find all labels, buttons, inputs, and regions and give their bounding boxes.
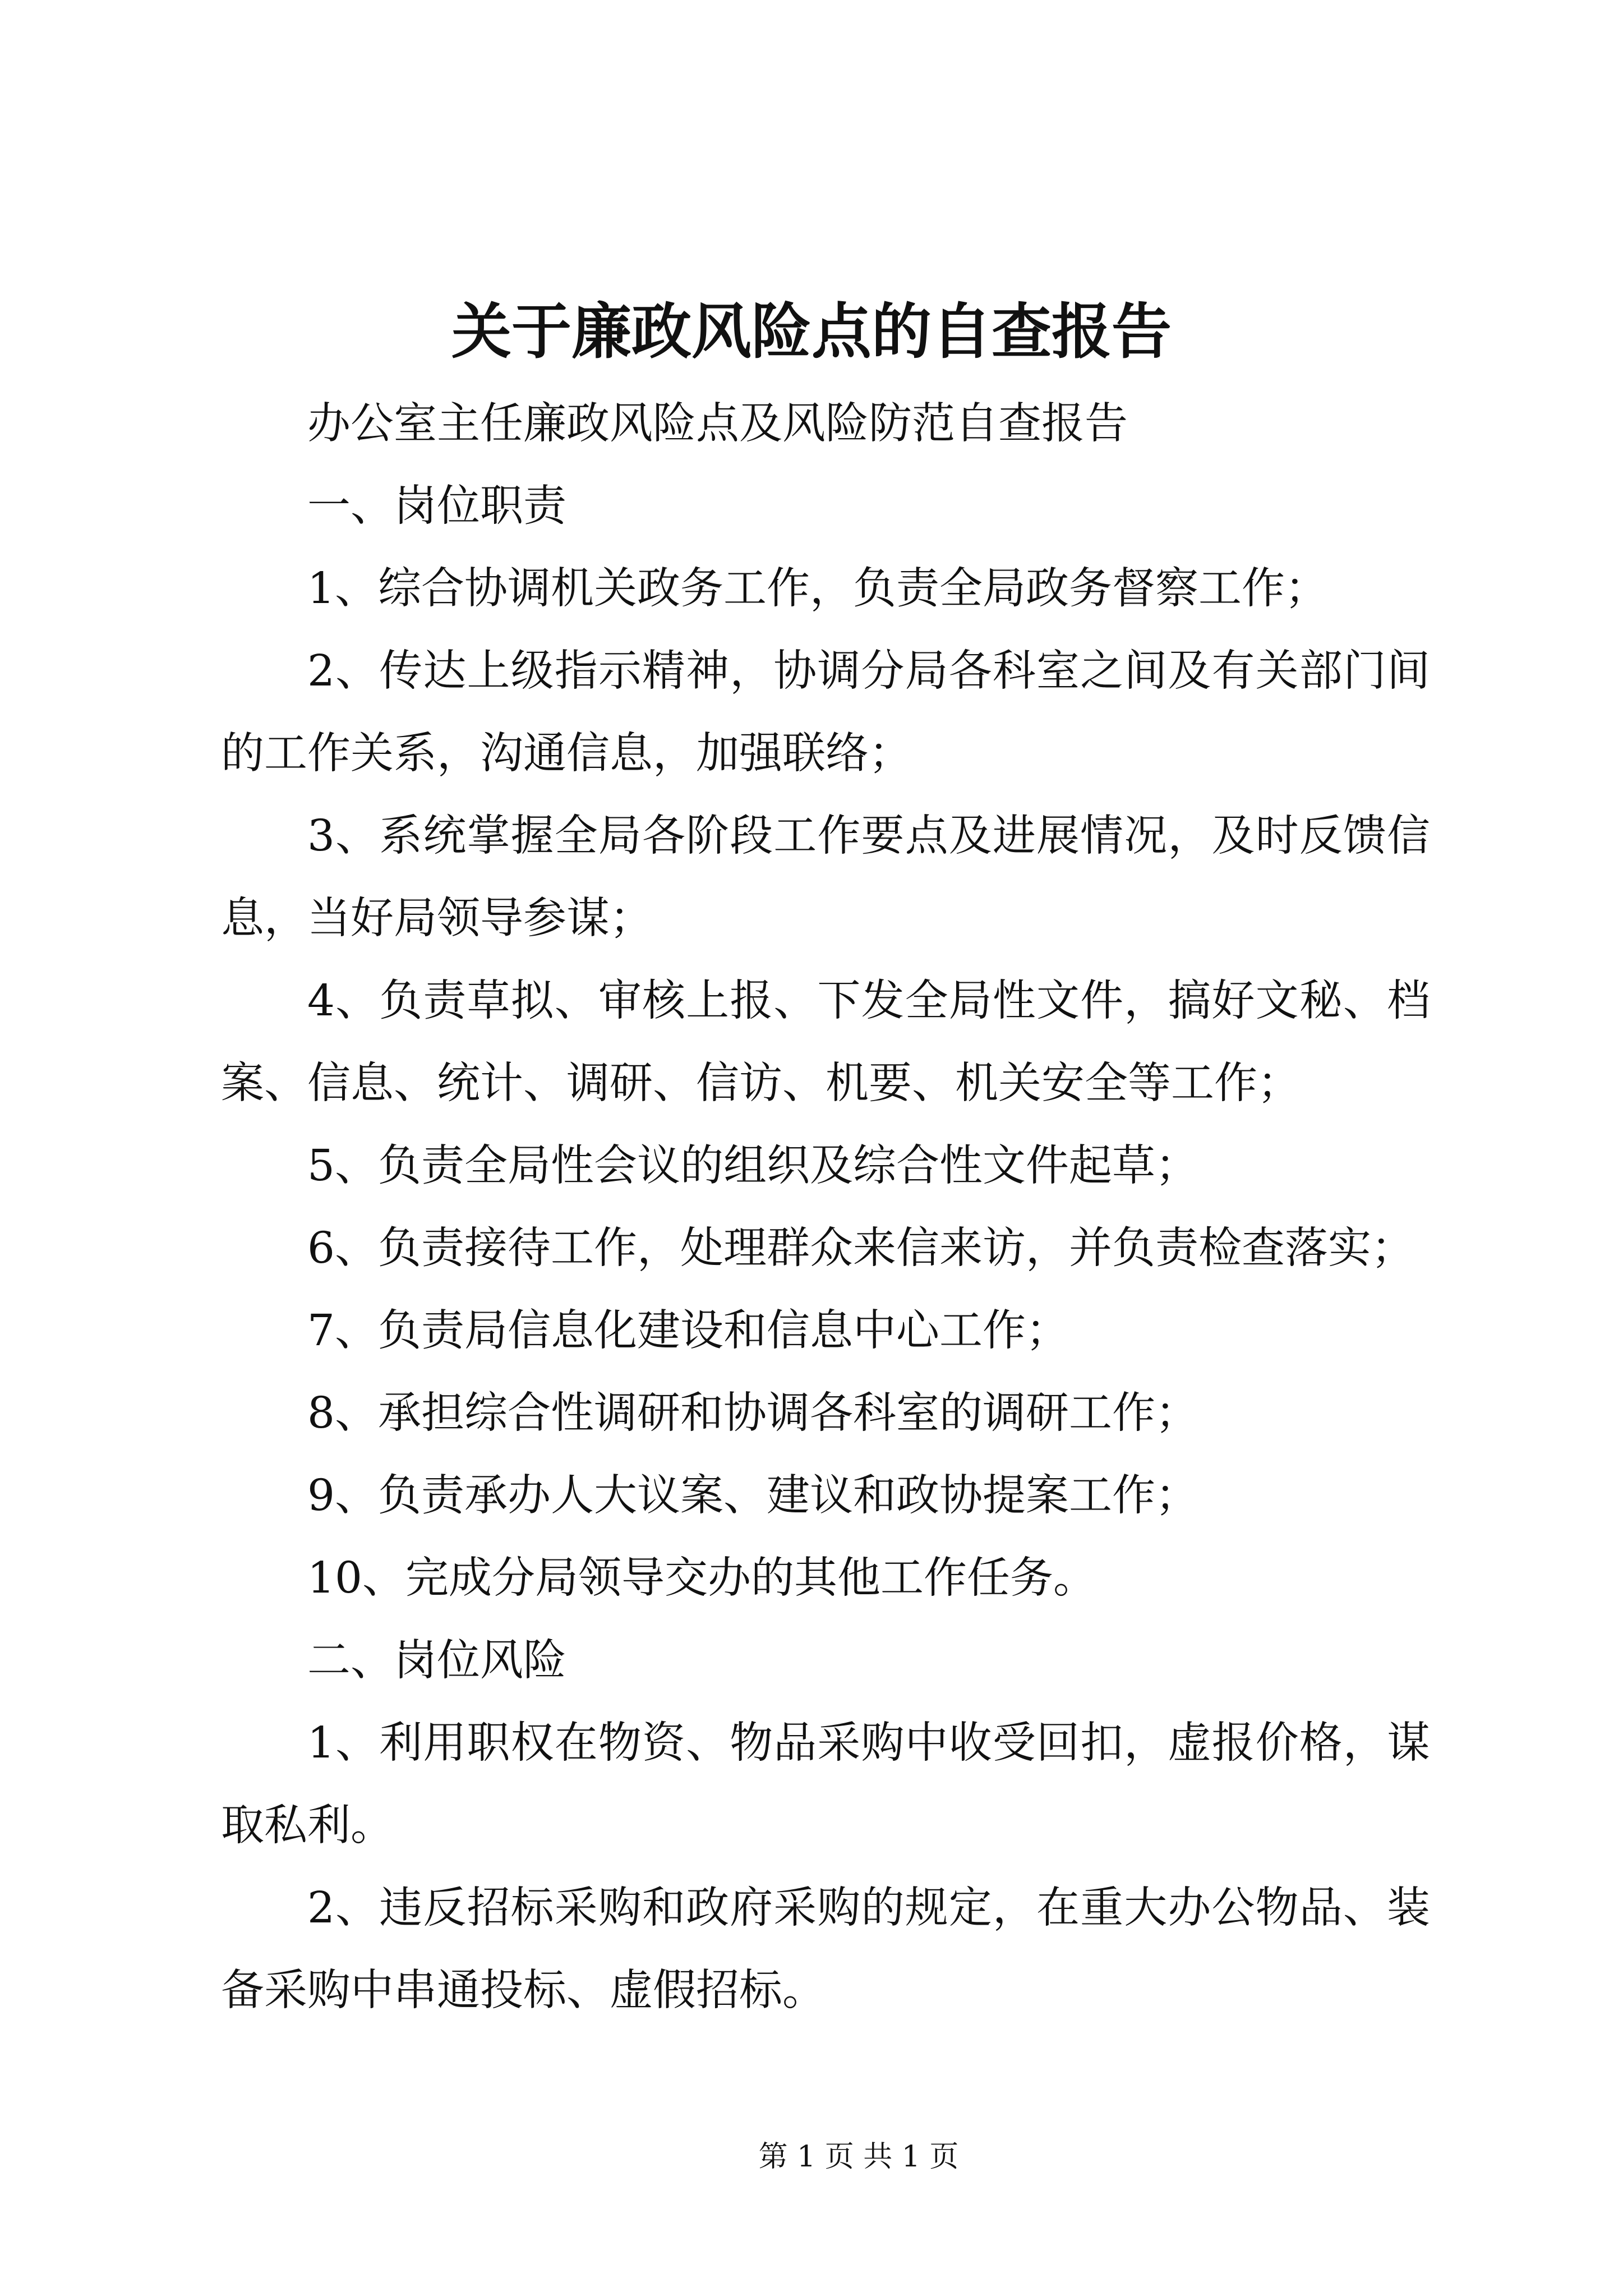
list-item-line: 4、负责草拟、审核上报、下发全局性文件，搞好文秘、档 (307, 976, 1430, 1026)
document-body (221, 383, 1430, 2032)
list-item-line: 息，当好局领导参谋； (221, 894, 653, 944)
list-item (221, 1867, 1430, 2032)
page-footer: 第 1 页 共 1 页 (758, 2140, 959, 2174)
list-item (221, 1290, 1430, 1372)
list-item (221, 1372, 1430, 1455)
list-item-line: 7、负责局信息化建设和信息中心工作； (307, 1306, 1069, 1356)
list-item (221, 1125, 1430, 1207)
list-item (221, 630, 1430, 795)
section-heading: 一、岗位职责 (307, 481, 566, 531)
list-item-line: 备采购中串通投标、虚假招标。 (221, 1966, 826, 2016)
list-item-line: 9、负责承办人大议案、建议和政协提案工作； (307, 1471, 1198, 1521)
list-item-line: 10、完成分局领导交办的其他工作任务。 (307, 1553, 1096, 1603)
document-title: 关于廉政风险点的自查报告 (451, 297, 1172, 367)
list-item-line: 1、利用职权在物资、物品采购中收受回扣，虚报价格，谋 (307, 1718, 1430, 1768)
list-item (221, 795, 1430, 960)
list-item (221, 1455, 1430, 1537)
document-subtitle: 办公室主任廉政风险点及风险防范自查报告 (307, 399, 1128, 449)
list-item-line: 案、信息、统计、调研、信访、机要、机关安全等工作； (221, 1059, 1301, 1108)
list-item-line: 2、传达上级指示精神，协调分局各科室之间及有关部门间 (307, 646, 1430, 696)
list-item-line: 2、违反招标采购和政府采购的规定，在重大办公物品、装 (307, 1883, 1430, 1933)
list-item-line: 的工作关系，沟通信息，加强联络； (221, 729, 912, 779)
section (221, 1619, 1430, 2032)
section (221, 465, 1430, 1619)
list-item-line: 取私利。 (221, 1801, 394, 1851)
list-item (221, 960, 1430, 1125)
list-item (221, 1702, 1430, 1867)
list-item (221, 1537, 1430, 1619)
list-item-line: 1、综合协调机关政务工作，负责全局政务督察工作； (307, 564, 1328, 614)
list-item-line: 6、负责接待工作，处理群众来信来访，并负责检查落实； (307, 1223, 1414, 1273)
list-item-line: 3、系统掌握全局各阶段工作要点及进展情况，及时反馈信 (307, 811, 1430, 861)
section-heading: 二、岗位风险 (307, 1636, 566, 1686)
list-item (221, 1207, 1430, 1290)
list-item-line: 5、负责全局性会议的组织及综合性文件起草； (307, 1141, 1198, 1191)
list-item (221, 547, 1430, 630)
list-item-line: 8、承担综合性调研和协调各科室的调研工作； (307, 1388, 1198, 1438)
